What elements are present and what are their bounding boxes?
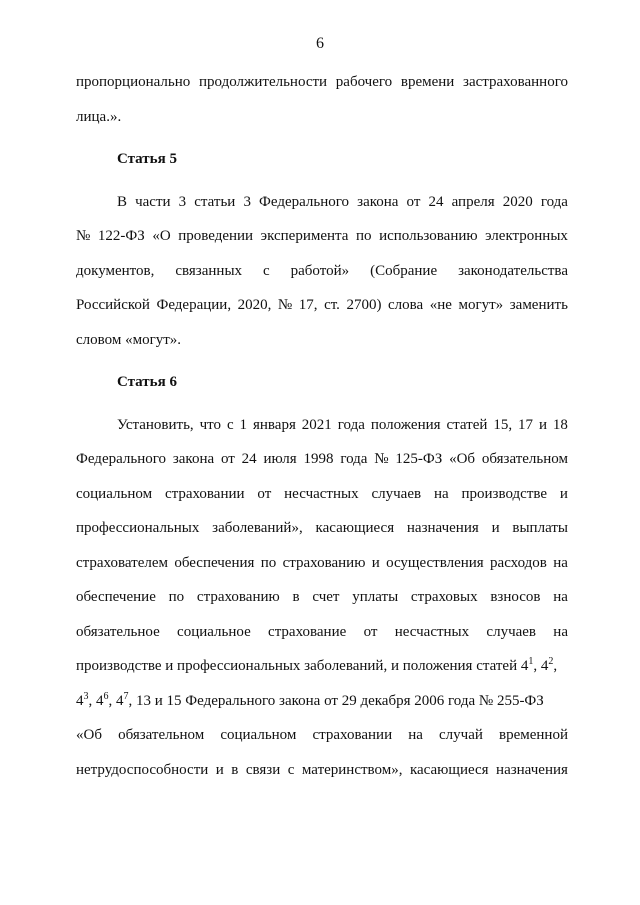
word: нетрудоспособности (76, 761, 209, 778)
text-line (76, 328, 568, 363)
word: и (215, 761, 224, 778)
line-text (76, 70, 568, 105)
text-line (76, 293, 568, 328)
word: с (287, 761, 295, 778)
line-text (76, 482, 568, 517)
text-line (76, 259, 568, 294)
word: на (553, 589, 568, 605)
text-line (76, 105, 568, 140)
line-text (76, 447, 568, 482)
word: пропорционально (76, 74, 191, 90)
word: (Собрание (370, 262, 438, 279)
word: января (252, 416, 296, 433)
word: электронных (485, 228, 568, 244)
line-text: , 13 и 15 Федерального закона от 29 декабря 2006 года № 255-ФЗ (128, 692, 544, 709)
line-text (76, 723, 568, 758)
line-text (76, 551, 568, 586)
line-text: лица.». (76, 108, 122, 125)
word: в (292, 589, 300, 605)
word: документов, (76, 262, 155, 279)
word: года (340, 451, 368, 467)
article-5-heading: Статья 5 (117, 151, 177, 167)
line-text: , 4 (108, 692, 124, 709)
word: счет (312, 589, 340, 605)
word: слова (388, 297, 424, 313)
line-text: 4 (76, 692, 84, 709)
word: обязательное (76, 623, 160, 640)
word: 18 (552, 416, 568, 433)
word: продолжительности (198, 74, 328, 90)
word: назначения (406, 520, 479, 536)
word: обязательном (118, 727, 205, 743)
word: Российской (76, 297, 150, 313)
word: по (168, 589, 185, 605)
text-line (76, 654, 568, 689)
word: что (199, 416, 221, 433)
word: 2021 (301, 416, 332, 433)
superscript: 1 (528, 656, 534, 667)
word: от (220, 451, 235, 467)
word: с (263, 262, 270, 279)
line-text (76, 516, 568, 551)
word: назначения (496, 761, 568, 778)
line-text (76, 585, 568, 620)
word: законодательства (458, 262, 568, 279)
word: года (540, 193, 568, 210)
word: «О (152, 228, 171, 244)
line-text: , 4 (533, 658, 549, 674)
word: «Об (449, 451, 476, 467)
text-line (76, 551, 568, 586)
word: и (559, 485, 568, 502)
word: от (257, 485, 272, 502)
word: 24 (428, 193, 444, 210)
line-text (117, 413, 568, 448)
word: материнством», (301, 761, 403, 778)
word: рабочего (335, 74, 393, 90)
word: и (538, 416, 547, 433)
word: временной (499, 727, 568, 743)
word: социальном (76, 485, 153, 502)
text-line (76, 224, 568, 259)
word: и (371, 554, 380, 571)
text-line (76, 447, 568, 482)
line-text (76, 758, 568, 793)
text-line (76, 585, 568, 620)
word: эксперимента (260, 228, 349, 244)
word: производстве (461, 485, 548, 502)
word: от (406, 193, 421, 210)
word: от (363, 623, 378, 640)
word: страхование (268, 623, 347, 640)
word: № (277, 297, 293, 313)
article-6-heading: Статья 6 (117, 374, 177, 390)
word: на (553, 554, 568, 571)
line-text (76, 259, 568, 294)
superscript: 6 (103, 690, 109, 702)
word: с (226, 416, 234, 433)
superscript: 2 (548, 656, 554, 667)
page-number: 6 (316, 35, 324, 52)
word: статей (446, 416, 488, 433)
word: страхованию (196, 589, 280, 605)
word: 24 (241, 451, 257, 467)
word: застрахованного (463, 74, 568, 90)
word: социальное (177, 623, 251, 640)
word: «не (429, 297, 452, 313)
word: Федерального (259, 193, 350, 210)
word: 2020, (237, 297, 272, 313)
word: апреля (451, 193, 495, 210)
line-text: словом «могут». (76, 331, 182, 348)
word: касающиеся (409, 761, 489, 778)
word: закона (172, 451, 215, 467)
word: 17 (518, 416, 534, 433)
word: 125-ФЗ (395, 451, 443, 467)
text-line (76, 482, 568, 517)
word: страхованию (282, 554, 366, 571)
word: обязательном (481, 451, 568, 467)
word: работой» (290, 262, 350, 279)
word: ст. (324, 297, 340, 313)
line-text: , (553, 658, 558, 674)
document-body (76, 70, 568, 792)
word: взносов (490, 589, 541, 605)
word: случай (439, 727, 483, 743)
superscript: 3 (83, 690, 89, 702)
word: могут» (458, 297, 504, 313)
word: Федерации, (156, 297, 232, 313)
word: года (337, 416, 365, 433)
word: статьи (194, 193, 236, 210)
word: № (374, 451, 389, 467)
word: профессиональных (76, 520, 200, 536)
word: 1998 (303, 451, 334, 467)
text-line (76, 758, 568, 793)
word: Федерального (76, 451, 167, 467)
line-text (76, 224, 568, 259)
word: обеспечение (76, 589, 156, 605)
superscript: 7 (123, 690, 129, 702)
word: связанных (175, 262, 243, 279)
word: несчастных (284, 485, 359, 502)
word: 17, (298, 297, 318, 313)
word: связи (245, 761, 281, 778)
word: части (135, 193, 171, 210)
word: расходов (490, 554, 547, 571)
word: и (491, 520, 500, 536)
word: июля (263, 451, 297, 467)
word: 2700) (346, 297, 382, 313)
word: положения (370, 416, 441, 433)
word: социальном (220, 727, 297, 743)
word: проведении (178, 228, 254, 244)
word: несчастных (394, 623, 470, 640)
word: страховании (164, 485, 245, 502)
word: В (117, 193, 128, 210)
text-line (76, 70, 568, 105)
word: «Об (76, 727, 102, 743)
word: использованию (379, 228, 478, 244)
word: 3 (178, 193, 187, 210)
text-line (76, 190, 568, 225)
word: осуществления (386, 554, 484, 571)
word: 3 (243, 193, 251, 210)
word: случаев (486, 623, 537, 640)
line-text: производстве и профессиональных заболеваний, и положения статей 4 (76, 658, 529, 674)
line-text (117, 190, 568, 225)
word: страховании (312, 727, 393, 743)
word: 122-ФЗ (97, 228, 145, 244)
word: Установить, (117, 416, 194, 433)
word: касающиеся (315, 520, 395, 536)
word: времени (400, 74, 455, 90)
word: по (260, 554, 277, 571)
word: 1 (239, 416, 248, 433)
text-line (76, 620, 568, 655)
word: 2020 (502, 193, 533, 210)
word: уплаты (352, 589, 399, 605)
word: заменить (509, 297, 568, 313)
word: случаев (371, 485, 422, 502)
word: на (433, 485, 449, 502)
word: по (356, 228, 372, 244)
word: закона (357, 193, 399, 210)
text-line (76, 689, 568, 724)
line-text: , 4 (88, 692, 104, 709)
text-line (76, 516, 568, 551)
word: на (553, 623, 568, 640)
word: в (231, 761, 239, 778)
text-line (76, 723, 568, 758)
word: 15, (493, 416, 513, 433)
text-line (76, 413, 568, 448)
word: страховых (410, 589, 478, 605)
word: выплаты (512, 520, 568, 536)
word: страхователем (76, 554, 168, 571)
word: обеспечения (174, 554, 255, 571)
line-text (76, 620, 568, 655)
word: на (408, 727, 423, 743)
line-text (76, 293, 568, 328)
word: заболеваний», (212, 520, 303, 536)
word: № (76, 228, 91, 244)
